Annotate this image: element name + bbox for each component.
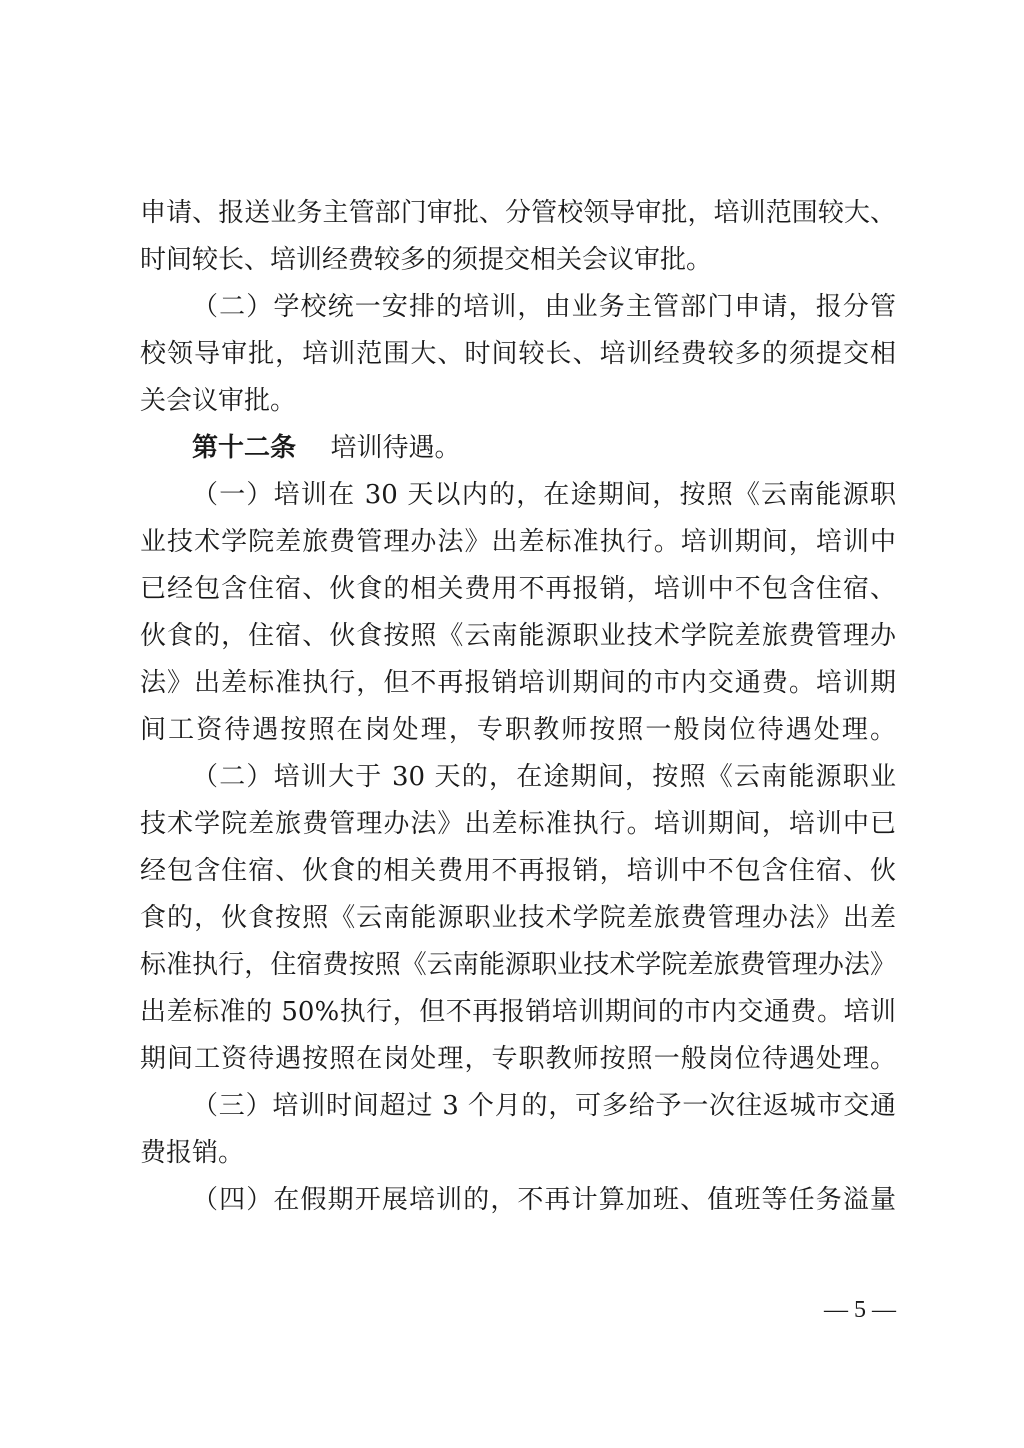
paragraph-line: 间工资待遇按照在岗处理，专职教师按照一般岗位待遇处理。 bbox=[140, 715, 896, 745]
paragraph-line: （二）培训大于 30 天的，在途期间，按照《云南能源职业 bbox=[192, 762, 896, 792]
paragraph-line: 关会议审批。 bbox=[140, 386, 297, 416]
article-number: 第十二条 bbox=[192, 433, 297, 463]
paragraph-line: 法》出差标准执行，但不再报销培训期间的市内交通费。培训期 bbox=[140, 668, 896, 698]
paragraph-line: 申请、报送业务主管部门审批、分管校领导审批，培训范围较大、 bbox=[140, 198, 896, 228]
page-number: — 5 — bbox=[824, 1297, 896, 1323]
article-title: 培训待遇。 bbox=[330, 433, 461, 463]
paragraph-line: 费报销。 bbox=[140, 1138, 245, 1168]
paragraph-line: 时间较长、培训经费较多的须提交相关会议审批。 bbox=[140, 245, 713, 275]
paragraph-line: 业技术学院差旅费管理办法》出差标准执行。培训期间，培训中 bbox=[140, 527, 896, 557]
paragraph-line: 伙食的，住宿、伙食按照《云南能源职业技术学院差旅费管理办 bbox=[140, 621, 896, 651]
paragraph-line: 校领导审批，培训范围大、时间较长、培训经费较多的须提交相 bbox=[140, 339, 896, 369]
paragraph-line: 已经包含住宿、伙食的相关费用不再报销，培训中不包含住宿、 bbox=[140, 574, 896, 604]
article-heading-line bbox=[192, 428, 896, 468]
paragraph-line: 出差标准的 50%执行，但不再报销培训期间的市内交通费。培训 bbox=[140, 997, 896, 1027]
paragraph-line: 食的，伙食按照《云南能源职业技术学院差旅费管理办法》出差 bbox=[140, 903, 896, 933]
paragraph-line: 期间工资待遇按照在岗处理，专职教师按照一般岗位待遇处理。 bbox=[140, 1044, 896, 1074]
paragraph-line: （一）培训在 30 天以内的，在途期间，按照《云南能源职 bbox=[192, 480, 896, 510]
paragraph-line: （四）在假期开展培训的，不再计算加班、值班等任务溢量 bbox=[192, 1185, 896, 1215]
paragraph-line: 技术学院差旅费管理办法》出差标准执行。培训期间，培训中已 bbox=[140, 809, 896, 839]
paragraph-line: （二）学校统一安排的培训，由业务主管部门申请，报分管 bbox=[192, 292, 896, 322]
paragraph-line: 经包含住宿、伙食的相关费用不再报销，培训中不包含住宿、伙 bbox=[140, 856, 896, 886]
paragraph-line: 标准执行，住宿费按照《云南能源职业技术学院差旅费管理办法》 bbox=[140, 950, 896, 980]
paragraph-line: （三）培训时间超过 3 个月的，可多给予一次往返城市交通 bbox=[192, 1091, 896, 1121]
